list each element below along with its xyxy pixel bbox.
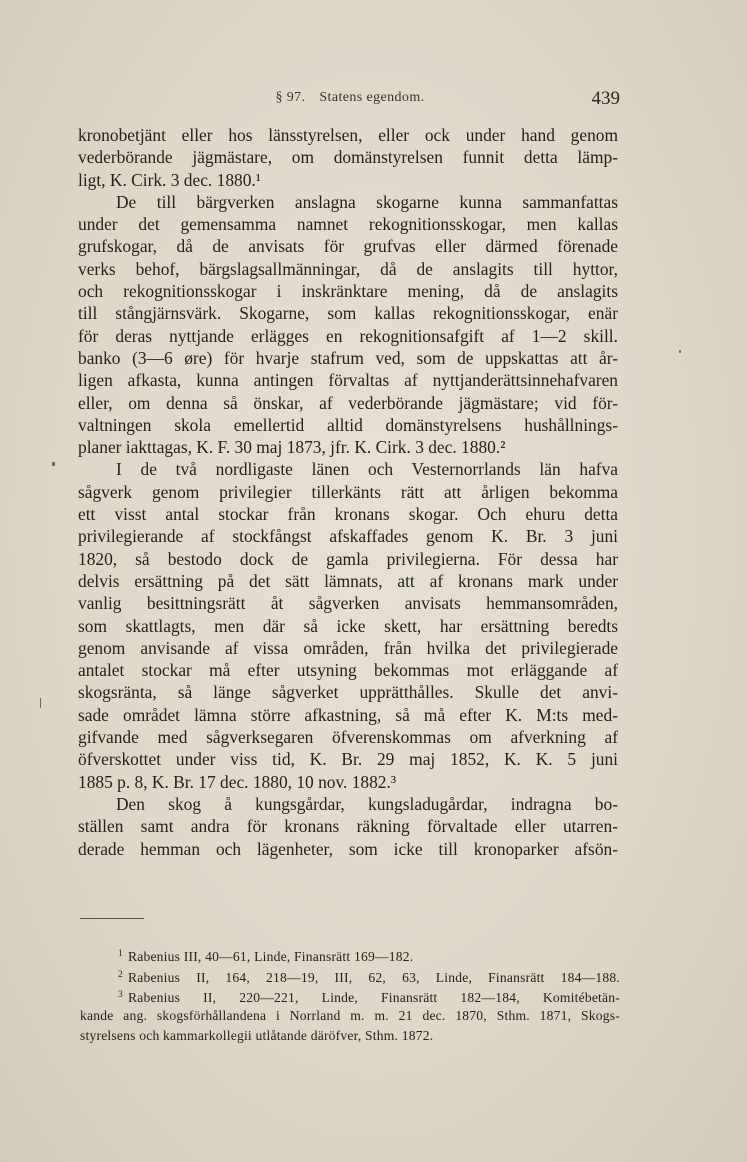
text-line: derade hemman och lägenheter, som icke till kronoparker afsön- [78, 838, 618, 859]
footnote-line [80, 965, 620, 986]
text-line: I de två nordligaste länen och Vesternorrlands län hafva [116, 459, 618, 480]
text-line: öfverskottet under viss tid, K. Br. 29 maj 1852, K. K. 5 juni [78, 749, 618, 770]
text-line: ställen samt andra för kronans räkning förvaltade eller utarren- [78, 816, 618, 837]
footnote-text: Rabenius II, 164, 218—19, III, 62, 63, Linde, Finansrätt 184—188. [127, 969, 620, 985]
text-line: sågverk genom privilegier tillerkänts rätt att årligen bekomma [78, 481, 618, 502]
paper-speck [679, 350, 681, 353]
text-line: ett visst antal stockar från kronans skogar. Och ehuru detta [78, 504, 618, 525]
text-line: kronobetjänt eller hos länsstyrelsen, eller ock under hand genom [78, 125, 618, 145]
footnote-divider [80, 918, 144, 919]
text-line: banko (3—6 øre) för hvarje stafrum ved, som de uppskattas att år- [78, 347, 618, 368]
text-line: grufskogar, då de anvisats för grufvas eller därmed förenade [78, 236, 618, 257]
text-line: gifvande med sågverksegaren öfverenskommas om afverkning af [78, 727, 618, 748]
footnotes [80, 944, 620, 1047]
text-line: delvis ersättning på det sätt lämnats, att af kronans mark under [78, 570, 618, 591]
footnote-text: Rabenius II, 220—221, Linde, Finansrätt 182—184, Komitébetän- [127, 990, 620, 1005]
text-line: verks behof, bärgslagsallmänningar, då de anslagits till hyttor, [78, 258, 618, 279]
footnote-number: 3 [118, 990, 123, 1000]
footnote-number: 1 [118, 949, 123, 959]
text-line: ligt, K. Cirk. 3 dec. 1880.¹ [78, 169, 261, 190]
text-line: skogsränta, så länge sågverket upprätthålles. Skulle det anvi- [78, 682, 618, 703]
footnote-line: styrelsens och kammarkollegii utlåtande däröfver, Sthm. 1872. [80, 1028, 434, 1043]
text-line: sade området lämna större afkastning, så må efter K. M:ts med- [78, 704, 618, 725]
footnote-line: kande ang. skogsförhållandena i Norrland m. m. 21 dec. 1870, Sthm. 1871, Skogs- [80, 1007, 620, 1023]
text-line: Den skog å kungsgårdar, kungsladugårdar, indragna bo- [116, 793, 618, 814]
section-title: Statens egendom. [319, 90, 425, 105]
paper-speck [40, 698, 41, 708]
footnote-text: Rabenius III, 40—61, Linde, Finansrätt 169—182. [127, 949, 414, 964]
text-line: antalet stockar må efter utsyning bekommas mot erläggande af [78, 660, 618, 681]
text-line: vanlig besittningsrätt åt sågverken anvisats hemmansområden, [78, 593, 618, 614]
text-line: till stångjärnsvärk. Skogarne, som kallas rekognitionsskogar, enär [78, 303, 618, 324]
text-line: 1885 p. 8, K. Br. 17 dec. 1880, 10 nov. 1882.³ [78, 771, 397, 792]
text-line: eller, om denna så önskar, af vederbörande jägmästare; vid för- [78, 392, 618, 413]
text-line: under det gemensamma namnet rekognitionsskogar, men kallas [78, 214, 618, 235]
text-line: 1820, så bestodo dock de gamla privilegierna. För dessa har [78, 548, 618, 569]
page-header [80, 86, 620, 116]
footnote-line [80, 985, 620, 1006]
page-number: 439 [591, 88, 620, 109]
paper-speck [52, 462, 55, 466]
text-line: genom anvisande af vissa områden, från hvilka det privilegierade [78, 637, 618, 658]
text-line: planer iakttagas, K. F. 30 maj 1873, jfr. K. Cirk. 3 dec. 1880.² [78, 437, 506, 458]
text-line: valtningen skola emellertid alltid domänstyrelsens hushållnings- [78, 414, 618, 435]
text-line: ligen afkasta, kunna antingen förvaltas af nyttjanderättsinnehafvaren [78, 370, 618, 391]
footnote-line [80, 944, 620, 965]
text-line: för deras nyttjande erlägges en rekognitionsafgift af 1—2 skill. [78, 325, 618, 346]
section-number: § 97. [275, 90, 306, 105]
text-line: och rekognitionsskogar i inskränktare mening, då de anslagits [78, 281, 618, 302]
footnote-number: 2 [118, 969, 123, 980]
running-head [80, 90, 620, 106]
text-line: som skattlagts, men där så icke skett, har ersättning beredts [78, 615, 618, 636]
body-text [78, 124, 618, 860]
text-line: De till bärgverken anslagna skogarne kunna sammanfattas [116, 191, 618, 212]
text-line: privilegierande af stockfångst afskaffades genom K. Br. 3 juni [78, 526, 618, 547]
text-line: vederbörande jägmästare, om domänstyrelsen funnit detta lämp- [78, 147, 618, 168]
